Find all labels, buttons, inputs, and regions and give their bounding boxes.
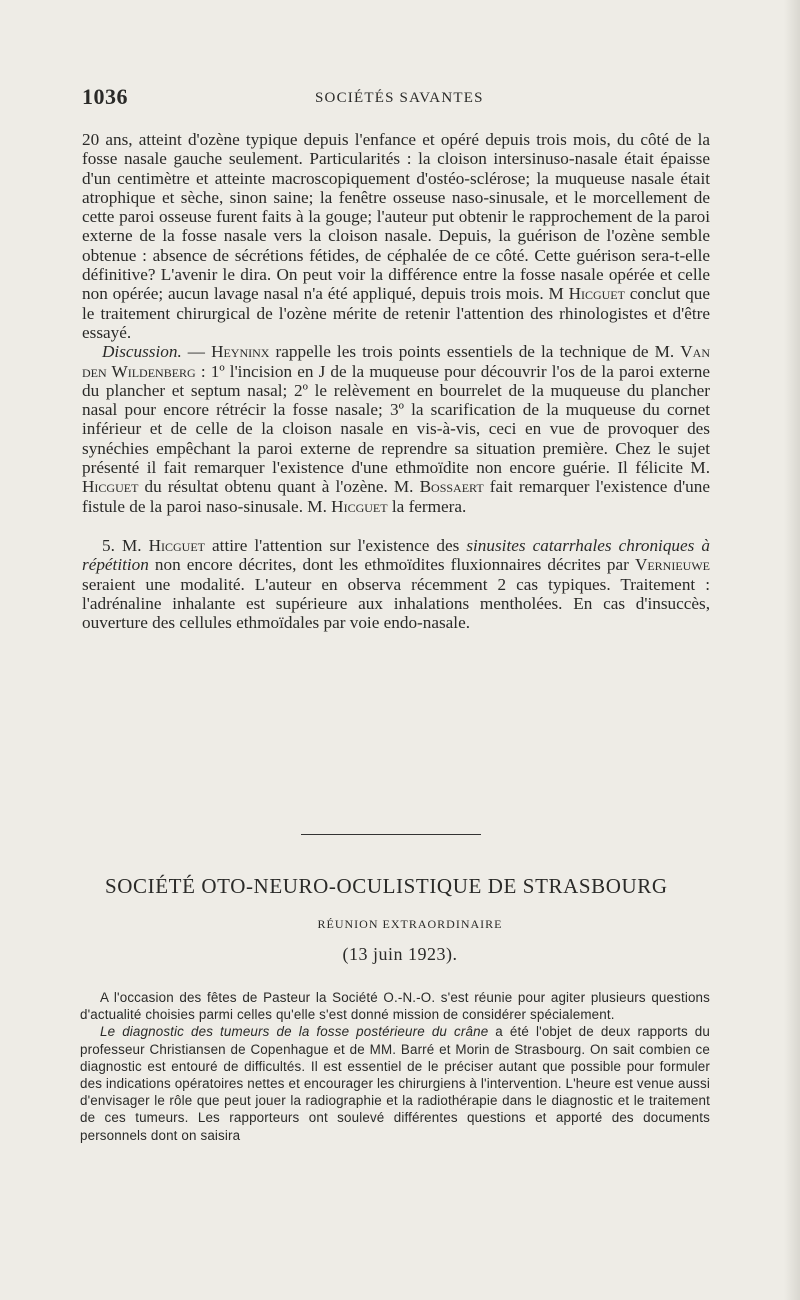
running-title: SOCIÉTÉS SAVANTES [315, 90, 484, 106]
author-name: Hicguet [148, 535, 205, 555]
page-edge-shadow [784, 0, 800, 1300]
author-name: Bossaert [419, 477, 484, 497]
paragraph-tumors: Le diagnostic des tumeurs de la fosse postérieure du crâne a été l'objet de deux rapports du professeur Christiansen de Copenhague et de MM. Barré et Morin de Strasbourg. On sait combien ce diagnostic est entouré de difficultés. Il est essentiel de le préciser autant que possible pour formuler des indications opératoires nettes et encourager les chirurgiens à l'intervention. L'heure est venue aussi d'envisager le rôle que peut jouer la radiographie et la radiothérapie dans le diagnostic et le traitement de ces tumeurs. Les rapporteurs ont soulevé différentes questions et apporté des documents personnels dont on saisira [80, 1024, 710, 1143]
paragraph-patient-case: 20 ans, atteint d'ozène typique depuis l'enfance et opéré depuis trois mois, du côté de la fosse nasale gauche seulement. Particularités : la cloison intersinuso-nasale était épaisse d'un centimètre et atteinte macroscopiquement d'ostéo-sclérose; la muqueuse nasale était atrophique et sèche, sinon saine; la fenêtre osseuse naso-sinusale, et le morcellement de cette paroi osseuse furent faits à la gouge; l'auteur put obtenir le rapprochement de la paroi externe de la fosse nasale vers la cloison nasale. Depuis, la guérison de l'ozène semble obtenue : absence de sécrétions fétides, de céphalée de ce côté. Cette guérison sera-t-elle définitive? L'avenir le dira. On peut voir la différence entre la fosse nasale opérée et celle non opérée; aucun lavage nasal n'a été appliqué, depuis trois mois. M Hicguet conclut que le traitement chirurgical de l'ozène mérite de retenir l'attention des rhinologistes et d'être essayé. [82, 130, 710, 342]
main-body-text [82, 130, 710, 632]
meeting-date: (13 juin 1923). [342, 944, 458, 964]
paragraph-discussion: Discussion. — Heyninx rappelle les trois points essentiels de la technique de M. Van den Wildenberg : 1º l'incision en J de la muqueuse pour découvrir l'os de la paroi externe du plancher et septum nasal; 2º le relèvement en bourrelet de la muqueuse du plancher nasal pour encore rétrécir la fosse nasale; 3º la scarification de la muqueuse du cornet inférieur et de celle de la cloison nasale en vis-à-vis, ceci en vue de provoquer des synéchies empêchant la paroi externe de reprendre sa situation première. Chez le sujet présenté il fait remarquer l'existence d'une ethmoïdite non encore guérie. Il félicite M. Hicguet du résultat obtenu quant à l'ozène. M. Bossaert fait remarquer l'existence d'une fistule de la paroi naso-sinusale. M. Hicguet la fermera. [82, 342, 710, 516]
author-name: Hicguet [331, 496, 388, 516]
emphasis-topic: sinusites catarrhales chroniques à répétition [82, 535, 710, 575]
paragraph-intro: A l'occasion des fêtes de Pasteur la Société O.-N.-O. s'est réunie pour agiter plusieurs questions d'actualité choisies parmi celles qu'elle s'est donné mission de considérer spécialement. [80, 990, 710, 1023]
section-divider [301, 834, 481, 835]
section-body-text [80, 989, 710, 1144]
author-name: Heyninx [211, 342, 270, 362]
paragraph-item-5: 5. M. Hicguet attire l'attention sur l'existence des sinusites catarrhales chroniques à répétition non encore décrites, dont les ethmoïdites fluxionnaires décrites par Vernieuwe seraient une modalité. L'auteur en observa récemment 2 cas typiques. Traitement : l'adrénaline inhalante est supérieure aux inhalations mentholées. En cas d'insuccès, ouverture des cellules ethmoïdales par voie endo-nasale. [82, 535, 710, 633]
emphasis-topic: Le diagnostic des tumeurs de la fosse postérieure du crâne [100, 1024, 489, 1040]
discussion-label: Discussion. [102, 342, 182, 362]
meeting-type: RÉUNION EXTRAORDINAIRE [317, 917, 503, 931]
author-name: Hicguet [82, 477, 139, 497]
page-number: 1036 [82, 84, 128, 109]
author-name: Hicguet [568, 284, 625, 304]
author-name: Vernieuwe [634, 555, 710, 575]
page-header [82, 84, 722, 112]
section-title: SOCIÉTÉ OTO-NEURO-OCULISTIQUE DE STRASBOURG [105, 874, 668, 898]
author-name: Van den Wildenberg [82, 342, 710, 381]
